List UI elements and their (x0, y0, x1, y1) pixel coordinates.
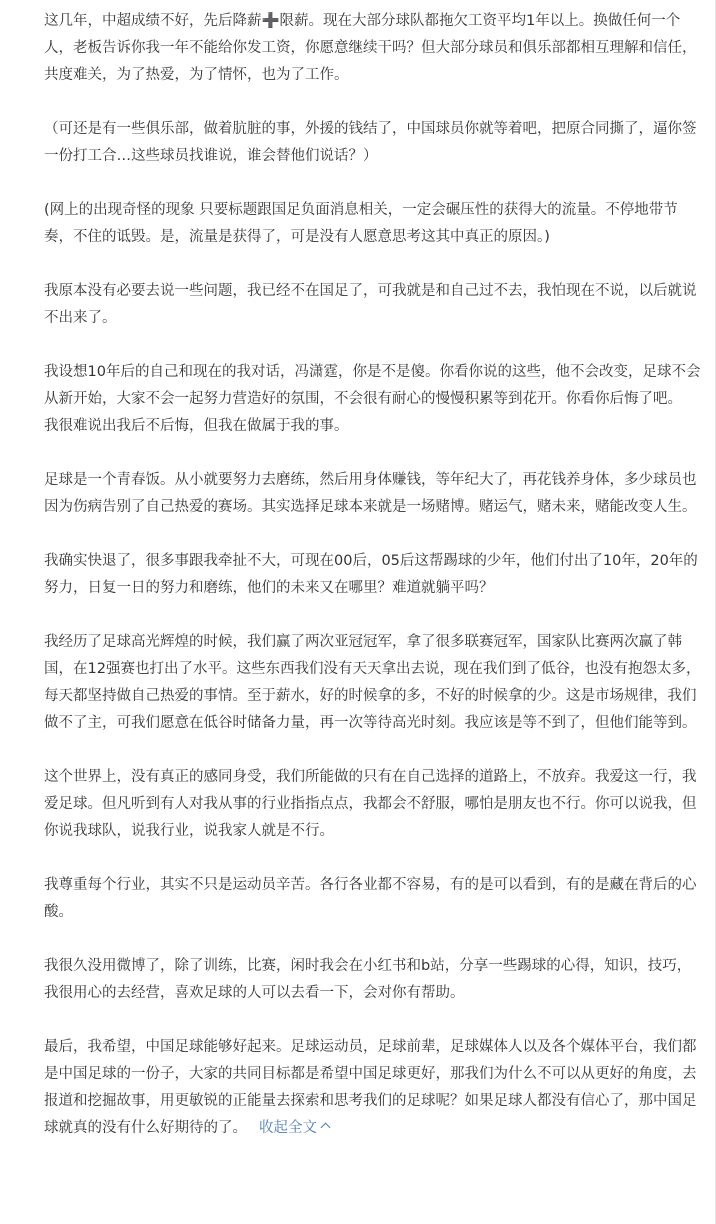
paragraph-11: 我尊重每个行业，其实不只是运动员辛苦。各行各业都不容易，有的是可以看到，有的是藏在背后的心酸。 (44, 877, 697, 920)
collapse-full-text-link[interactable] (259, 1120, 329, 1136)
paragraph-6: 我很难说出我后不后悔，但我在做属于我的事。 (44, 418, 349, 434)
paragraph-7: 足球是一个青春饭。从小就要努力去磨练，然后用身体赚钱，等年纪大了，再花钱养身体，多少球员也因为伤病告别了自己热爱的赛场。其实选择足球本来就是一场赌博。赌运气，赌未来，赌能改变人生。 (44, 472, 697, 515)
paragraph-10: 这个世界上，没有真正的感同身受，我们所能做的只有在自己选择的道路上，不放弃。我爱这一行，我爱足球。但凡听到有人对我从事的行业指指点点，我都会不舒服，哪怕是朋友也不行。你可以说我，但你说我球队，说我行业，说我家人就是不行。 (44, 769, 697, 839)
paragraph-8: 我确实快退了，很多事跟我牵扯不大，可现在00后，05后这帮踢球的少年，他们付出了10年，20年的努力，日复一日的努力和磨练，他们的未来又在哪里？难道就躺平吗？ (44, 553, 698, 596)
paragraph-4: 我原本没有必要去说一些问题，我已经不在国足了，可我就是和自己过不去，我怕现在不说，以后就说不出来了。 (44, 283, 697, 326)
paragraph-9: 我经历了足球高光辉煌的时候，我们赢了两次亚冠冠军，拿了很多联赛冠军，国家队比赛两次赢了韩国，在12强赛也打出了水平。这些东西我们没有天天拿出去说，现在我们到了低谷，也没有抱怨太多，每天都坚持做自己热爱的事情。至于薪水，好的时候拿的多，不好的时候拿的少。这是市场规律，我们做不了主，可我们愿意在低谷时储备力量，再一次等待高光时刻。我应该是等不到了，但他们能等到。 (44, 634, 701, 731)
paragraph-1: 这几年，中超成绩不好，先后降薪➕限薪。现在大部分球队都拖欠工资平均1年以上。换做任何一个人，老板告诉你我一年不能给你发工资，你愿意继续干吗？但大部分球员和俱乐部都相互理解和信任，共度难关，为了热爱，为了情怀，也为了工作。 (44, 13, 697, 83)
paragraph-5: 我设想10年后的自己和现在的我对话，冯潇霆，你是不是傻。你看你说的这些，他不会改变，足球不会从新开始，大家不会一起努力营造好的氛围，不会很有耐心的慢慢积累等到花开。你看你后悔了吧。 (44, 364, 701, 407)
paragraph-12: 我很久没用微博了，除了训练，比赛，闲时我会在小红书和b站，分享一些踢球的心得，知识，技巧，我很用心的去经营，喜欢足球的人可以去看一下，会对你有帮助。 (44, 958, 692, 1001)
paragraph-2: （可还是有一些俱乐部，做着肮脏的事，外援的钱结了，中国球员你就等着吧，把原合同撕了，逼你签一份打工合…这些球员找谁说，谁会替他们说话？） (44, 121, 697, 164)
paragraph-13 (44, 1034, 702, 1142)
paragraph-13-text: 最后，我希望，中国足球能够好起来。足球运动员，足球前辈，足球媒体人以及各个媒体平台，我们都是中国足球的一份子，大家的共同目标都是希望中国足球更好，那我们为什么不可以从更好的角度，去报道和挖掘故事，用更敏锐的正能量去探索和思考我们的足球呢？如果足球人都没有信心了，那中国足球就真的没有什么好期待的了。 (44, 1039, 697, 1136)
paragraph-3: (网上的出现奇怪的现象 只要标题跟国足负面消息相关，一定会碾压性的获得大的流量。不停地带节奏，不住的诋毁。是，流量是获得了，可是没有人愿意思考这其中真正的原因。) (44, 202, 678, 245)
chevron-up-icon (321, 1123, 331, 1133)
collapse-label: 收起全文 (259, 1120, 317, 1136)
